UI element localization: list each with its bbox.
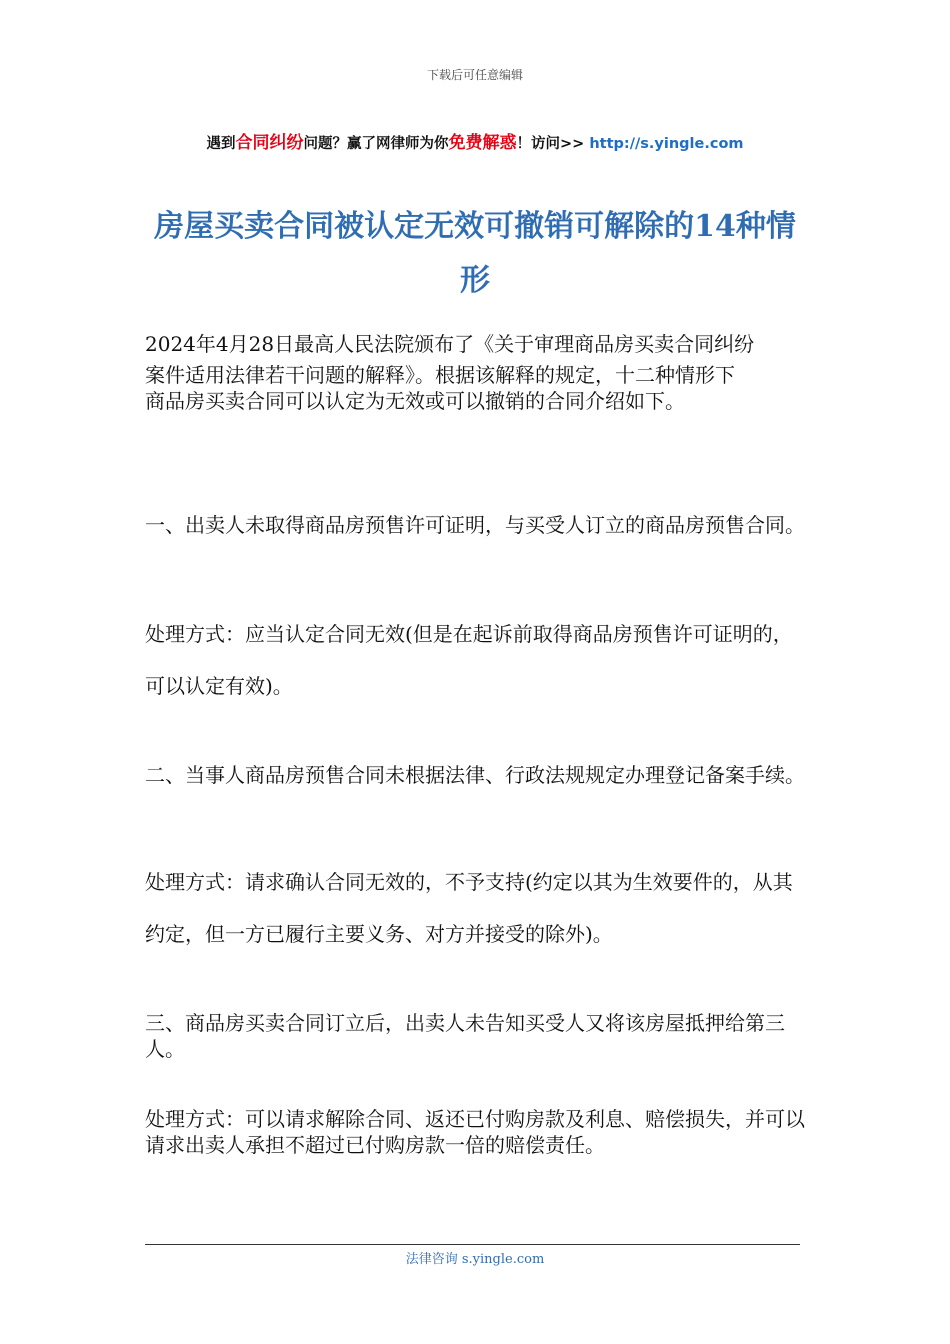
case-1-paragraph: 一、出卖人未取得商品房预售许可证明，与买受人订立的商品房预售合同。 (145, 513, 805, 537)
promo-highlight-free-answer: 免费解惑 (448, 133, 517, 153)
intro-paragraph-line-3: 商品房买卖合同可以认定为无效或可以撤销的合同介绍如下。 (145, 389, 685, 413)
promo-text: ！访问>> (516, 136, 590, 152)
case-2-handling: 处理方式：请求确认合同无效的，不予支持(约定以其为生效要件的，从其约定，但一方已履行主要义务、对方并接受的除外)。 (145, 870, 793, 946)
footer-divider (145, 1244, 800, 1245)
promo-highlight-contract-dispute: 合同纠纷 (235, 133, 304, 153)
header-note: 下载后可任意编辑 (426, 68, 523, 82)
promo-text: 遇到 (206, 136, 236, 152)
intro-paragraph-line-2: 案件适用法律若干问题的解释》。根据该解释的规定，十二种情形下 (145, 363, 735, 387)
promo-banner (0, 128, 950, 153)
promo-link[interactable]: http://s.yingle.com (589, 136, 744, 152)
promo-text: 问题？赢了网律师为你 (303, 136, 449, 152)
intro-paragraph-line-1: 2024年4月28日最高人民法院颁布了《关于审理商品房买卖合同纠纷 (145, 332, 755, 356)
footer-note: 法律咨询 s.yingle.com (405, 1252, 545, 1267)
case-3-handling: 处理方式：可以请求解除合同、返还已付购房款及利息、赔偿损失，并可以请求出卖人承担不超过已付购房款一倍的赔偿责任。 (145, 1107, 805, 1157)
case-3-paragraph: 三、商品房买卖合同订立后，出卖人未告知买受人又将该房屋抵押给第三人。 (145, 1011, 785, 1061)
document-title: 房屋买卖合同被认定无效可撤销可解除的14种情形 (154, 209, 796, 298)
case-2-paragraph: 二、当事人商品房预售合同未根据法律、行政法规规定办理登记备案手续。 (145, 763, 805, 787)
case-1-handling: 处理方式：应当认定合同无效(但是在起诉前取得商品房预售许可证明的，可以认定有效)。 (145, 622, 793, 698)
